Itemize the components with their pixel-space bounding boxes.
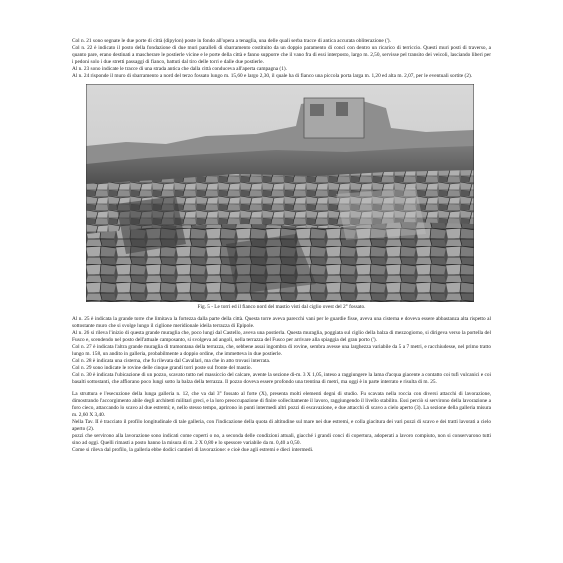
paragraph: Col n. 29 sono indicate le rovine delle cinque grandi torri poste sul fronte del mastio. [72, 364, 252, 371]
top-text-block [72, 38, 491, 79]
figure-caption: Fig. 5 - Le torri ed il fianco nord del mastio visti dal ciglio ovest del 2° fossato. [197, 304, 366, 311]
paragraph: Col n. 27 è indicata l'altra grande muraglia di tramontana della terrazza, che, sebbene assai ingombra di rovine, sembra avesse una larghezza variabile da 5 a 7 metri, e racchiudesse, nel primo tratto lungo m. 158, un andito in galleria, probabilmente a doppio ordine, che immetteva in due postierle. [72, 343, 491, 357]
paragraph: Col n. 28 è indicata una cisterna, che fu rilevata dal Cavallari, ma che in atto trovasi interrata. [72, 357, 271, 364]
middle-text-block [72, 316, 491, 385]
paragraph: Col n. 21 sono segnate le due porte di città (dipylon) poste in fondo all'opera a tenaglia, una delle quali serba tracce di antica accurata obliterazione ('). [72, 38, 391, 44]
paragraph: La struttura e l'esecuzione della lunga galleria n. 12, che va dal 3° fossato al forte (X), presenta molti elementi degni di studio. Fu scavata nella roccia con diversi attacchi di lavorazione, dimostrando l'accorgimento abile degli architetti militari greci, e la loro preoccupazione di finire sollecitamente il lavoro, raggiungendo il livello stabilito. Essi perciò si servirono della lavorazione a foro cieco, attaccando lo scavo al due estremi; e, nello stesso tempo, aprirono in punti intermedi altri pozzi di escavazione, e due attacchi di scavo a cielo aperto (3). La sezione della galleria misura m. 2,60 X 3,40. [72, 391, 491, 419]
ruins-photograph [86, 84, 474, 302]
paragraph: Come si rileva dal profilo, la galleria ebbe dodici cantieri di lavorazione: e cioè due agli estremi e dieci intermedi. [72, 446, 314, 453]
paragraph: Al n. 26 si rileva l'inizio di questa grande muraglia che, poco lungi dal Castello, aveva una postierla. Questa muraglia, poggiata sul ciglio della balza di mezzogiorno, si dirigeva verso la portella del Fusco e, scendendo nel posto dell'attuale camposanto, si svolgeva ad angoli, nella terrazza del Fusco per arrivare alla spiaggia del gran porto ('). [72, 330, 491, 344]
paragraph: Col n. 22 è indicato il posto della fondazione di due muri paralleli di sbarramento costituito da un doppio paramento di conci con dentro un ricarico di terriccio. Questi muri posti di traverso, a quanto pare, erano destinati a mascherare le postierle vicine e le porte della città e fanno supporre che il vano fra di essi interposto, largo m. 2,50, servisse pel transito dei veicoli, lasciando liberi per i pedoni solo i due stretti passaggi di fianco, battuti dal tiro delle torri e dalle due postierle. [72, 44, 491, 65]
paragraph: Nella Tav. II è tracciato il profilo longitudinale di tale galleria, con l'indicazione della quota di altitudine sul mare nei due estremi, e colla giacitura dei vari pozzi di scavo e dei tratti lavorati a cielo aperto (2). [72, 419, 491, 432]
bottom-text-block [72, 391, 491, 453]
paragraph: Al n. 24 risponde il muro di sbarramento a nord del terzo fossato lungo m. 15,60 e largo 2,30, il quale ha di fianco una piccola porta larga m. 1,20 ed alta m. 2,07, per le eventuali sortite (2). [72, 72, 473, 79]
paragraph: Al n. 25 è indicata la grande torre che limitava la fortezza dalla parte della città. Questa torre aveva parecchi vani per le guardie fisse, aveva una cisterna e doveva essere abbastanza alta rispetto al sottostante muro che si svolge lungo il ciglione meridionale ideila terrazza di Epipole. [72, 316, 491, 330]
paragraph: Col n. 30 è indicata l'ubicazione di un pozzo, scavato tutto nel massiccio del calcare, avente la sezione di-m. 3 X 1,05, inteso a raggiungere la lama d'acqua giacente a contatto coi tufi vulcanici e coi basalti sottostanti, che affiorano poco lungi sotto la balza della terrazza. Il pozzo doveva essere profondo una trentina di metri, ma oggi è in parte interrato e risulta di m. 25. [72, 371, 491, 385]
paragraph: pozzi che servirono alla lavorazione sono indicati come coperti o no, a seconda delle condizioni attuali, giacché i grandi conci di copertura, adoperati a lavoro compiuto, non si conservarono tutti sino ad oggi. Quelli rimasti a posto hanno la misura di m. 2 X 0,80 e lo spessore variabile da m. 0,40 a 0,50. [72, 432, 491, 446]
paragraph: Al n. 23 sono indicate le tracce di una strada antica che dalla città conduceva all'aperta campagna (1). [72, 65, 287, 72]
